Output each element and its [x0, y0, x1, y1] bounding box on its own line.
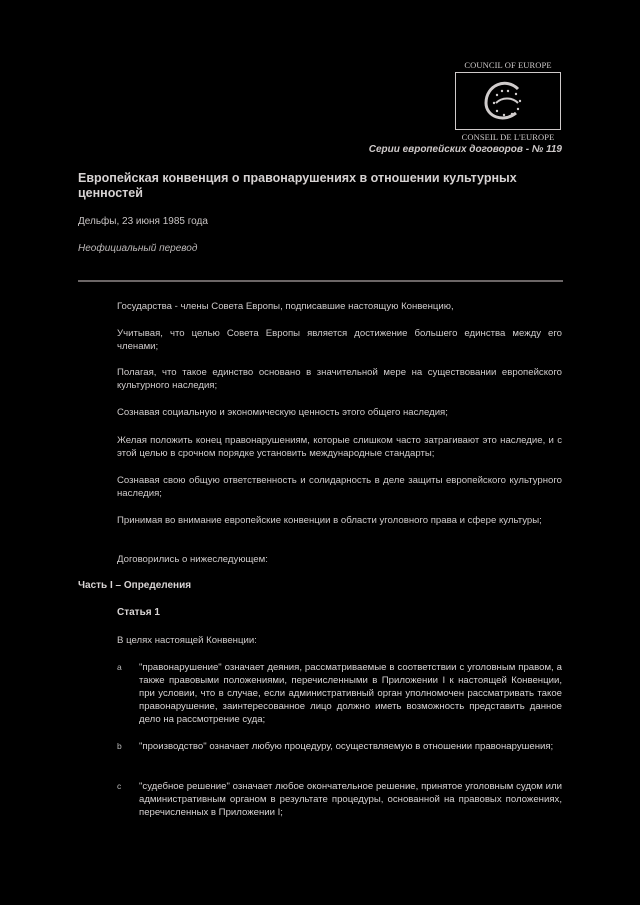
- item-text: "правонарушение" означает деяния, рассматриваемые в соответствии с уголовным правом, а также правовыми положениями, перечисленными в Приложении I к настоящей Конвенции, при условии, что в случае, если административный орган уполномочен рассматривать такое правонарушение, заинтересованное лицо должно иметь возможность представить данное дело на рассмотрение суда;: [139, 662, 562, 725]
- translation-note: Неофициальный перевод: [78, 243, 198, 254]
- treaty-series: Серии европейских договоров - № 119: [368, 144, 562, 155]
- item-label: b: [117, 741, 122, 751]
- preamble-paragraph: Сознавая свою общую ответственность и солидарность в деле защиты европейского культурного наследия;: [117, 475, 562, 499]
- document-title: Европейская конвенция о правонарушениях в отношении культурных ценностей: [78, 171, 517, 200]
- item-label: c: [117, 781, 122, 791]
- preamble-paragraph: Государства - члены Совета Европы, подписавшие настоящую Конвенцию,: [117, 301, 454, 312]
- item-label: a: [117, 662, 122, 672]
- definition-item: [117, 780, 562, 819]
- part-heading: Часть I – Определения: [78, 580, 192, 591]
- item-text: "судебное решение" означает любое окончательное решение, принятое уголовным судом или административным органом в результате процедуры, основанной на правовых положениях, перечисленных в Приложении I;: [139, 781, 562, 818]
- divider: [78, 280, 563, 282]
- preamble-paragraph: Полагая, что такое единство основано в значительной мере на существовании европейского культурного наследия;: [117, 367, 562, 391]
- logo-top-text: COUNCIL OF EUROPE: [464, 60, 552, 70]
- preamble-paragraph: Учитывая, что целью Совета Европы является достижение большего единства между его членами;: [117, 328, 562, 352]
- logo-bottom-text: CONSEIL DE L'EUROPE: [461, 132, 555, 142]
- preamble-paragraph: Желая положить конец правонарушениям, которые слишком часто затрагивают это наследие, и с этой целью в срочном порядке установить международные стандарты;: [117, 435, 562, 459]
- definition-item: [117, 661, 562, 726]
- article-intro: В целях настоящей Конвенции:: [117, 635, 257, 646]
- preamble-paragraph: Сознавая социальную и экономическую ценность этого общего наследия;: [117, 407, 448, 418]
- document-date: Дельфы, 23 июня 1985 года: [78, 216, 208, 227]
- logo-emblem-icon: [455, 72, 561, 130]
- preamble-paragraph: Договорились о нижеследующем:: [117, 554, 268, 565]
- council-of-europe-logo: [453, 60, 563, 142]
- preamble-paragraph: Принимая во внимание европейские конвенции в области уголовного права и сфере культуры;: [117, 515, 542, 526]
- article-heading: Статья 1: [117, 607, 160, 618]
- item-text: "производство" означает любую процедуру, осуществляемую в отношении правонарушения;: [139, 741, 554, 752]
- definition-item: [117, 740, 562, 753]
